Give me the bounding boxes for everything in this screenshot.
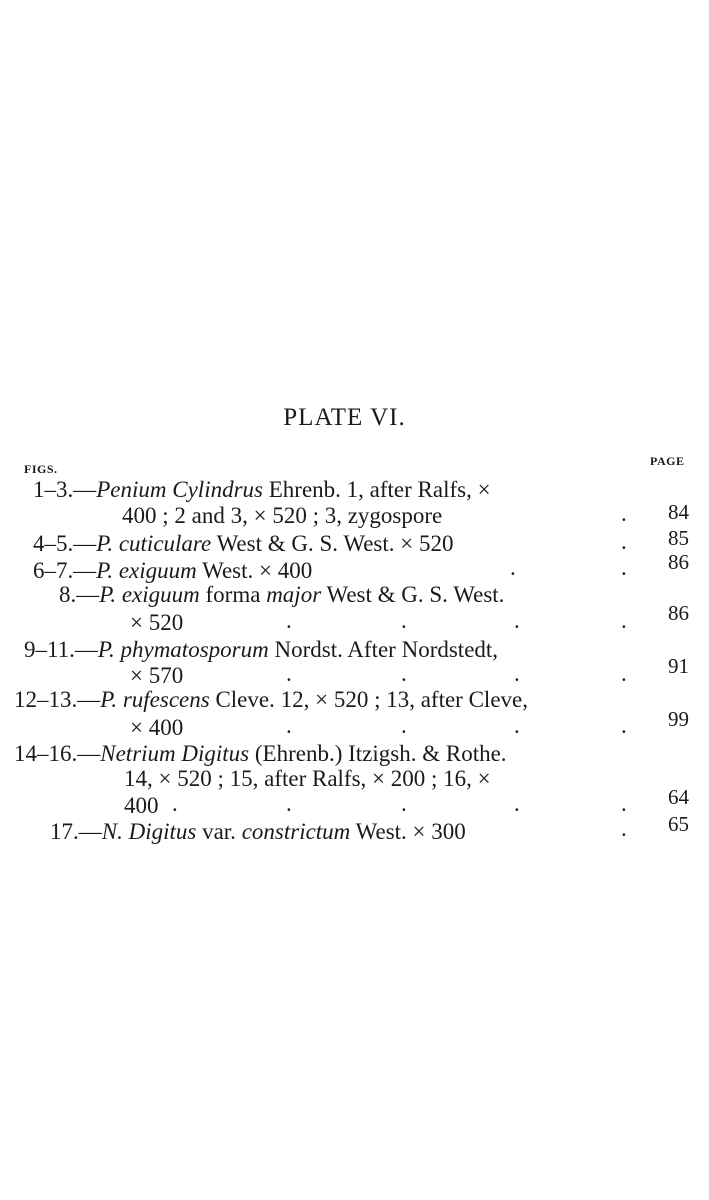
entry-line [33,532,454,555]
entry-line [14,688,528,711]
entry-text: forma [199,582,267,607]
page-column-header: PAGE [650,454,685,468]
leader-dot: . [514,713,520,738]
figure-number: 14–16.— [14,741,101,766]
entry-text: West & G. S. West. × 520 [211,531,454,556]
page-number: 85 [668,526,689,550]
species-name: P. rufescens [100,687,210,712]
leader-dot: . [401,661,407,686]
figure-number: 1–3.— [33,477,97,502]
leader-dot: . [621,661,627,686]
leader-dot: . [621,816,627,841]
entry-line [24,638,498,661]
page-number: 86 [668,601,689,625]
entry-text: var. [196,819,242,844]
leader-dot: . [514,608,520,633]
page-number: 65 [668,812,689,836]
entry-continuation: × 400 [130,715,184,740]
figure-number: 12–13.— [14,687,101,712]
leader-dot: . [401,608,407,633]
leader-dot: . [621,555,627,580]
species-name: N. Digitus [101,819,197,844]
leader-dot: . [621,791,627,816]
entry-text: Ehrenb. 1, after Ralfs, × [263,477,491,502]
page-number: 91 [668,654,689,678]
species-name: Penium Cylindrus [96,477,263,502]
form-name: major [266,582,322,607]
entry-text: Cleve. 12, × 520 ; 13, after Cleve, [209,687,528,712]
leader-dot: . [286,608,292,633]
leader-dot: . [286,713,292,738]
figure-number: 9–11.— [24,637,98,662]
figure-number: 4–5.— [33,531,97,556]
species-name: P. exiguum [96,558,197,583]
leader-dot: . [514,791,520,816]
entry-line [50,820,466,843]
page-number: 84 [668,500,689,524]
entry-continuation: × 520 [130,610,184,635]
leader-dot: . [621,501,627,526]
species-name: P. phymatosporum [97,637,269,662]
entry-continuation: 14, × 520 ; 15, after Ralfs, × 200 ; 16, × [124,766,491,791]
leader-dot: . [514,661,520,686]
entry-text: West. × 400 [196,558,313,583]
page-number: 64 [668,785,689,809]
entry-line [33,478,491,501]
leader-dot: . [172,791,178,816]
entry-line [59,583,504,606]
entry-text: West & G. S. West. [321,582,505,607]
leader-dot: . [621,608,627,633]
leader-dot: . [510,555,516,580]
leader-dot: . [401,791,407,816]
leader-dot: . [286,791,292,816]
species-name: P. cuticulare [96,531,212,556]
entry-continuation: 400 ; 2 and 3, × 520 ; 3, zygospore [122,503,443,528]
species-name: P. exiguum [99,582,200,607]
variety-name: constrictum [241,819,351,844]
figure-number: 17.— [50,819,102,844]
page-number: 86 [668,550,689,574]
entry-continuation: 400 [124,793,159,818]
entry-text: (Ehrenb.) Itzigsh. & Rothe. [249,741,507,766]
plate-title: PLATE VI. [283,404,406,431]
page-number: 99 [668,707,689,731]
entry-text: West. × 300 [350,819,466,844]
leader-dot: . [621,529,627,554]
figure-number: 8.— [59,582,100,607]
figs-column-header: FIGS. [24,462,58,476]
leader-dot: . [621,713,627,738]
species-name: Netrium Digitus [100,741,250,766]
entry-line [33,559,312,582]
leader-dot: . [401,713,407,738]
figure-number: 6–7.— [33,558,97,583]
entry-continuation: × 570 [130,663,184,688]
entry-line [14,742,507,765]
entry-text: Nordst. After Nordstedt, [268,637,499,662]
leader-dot: . [286,661,292,686]
